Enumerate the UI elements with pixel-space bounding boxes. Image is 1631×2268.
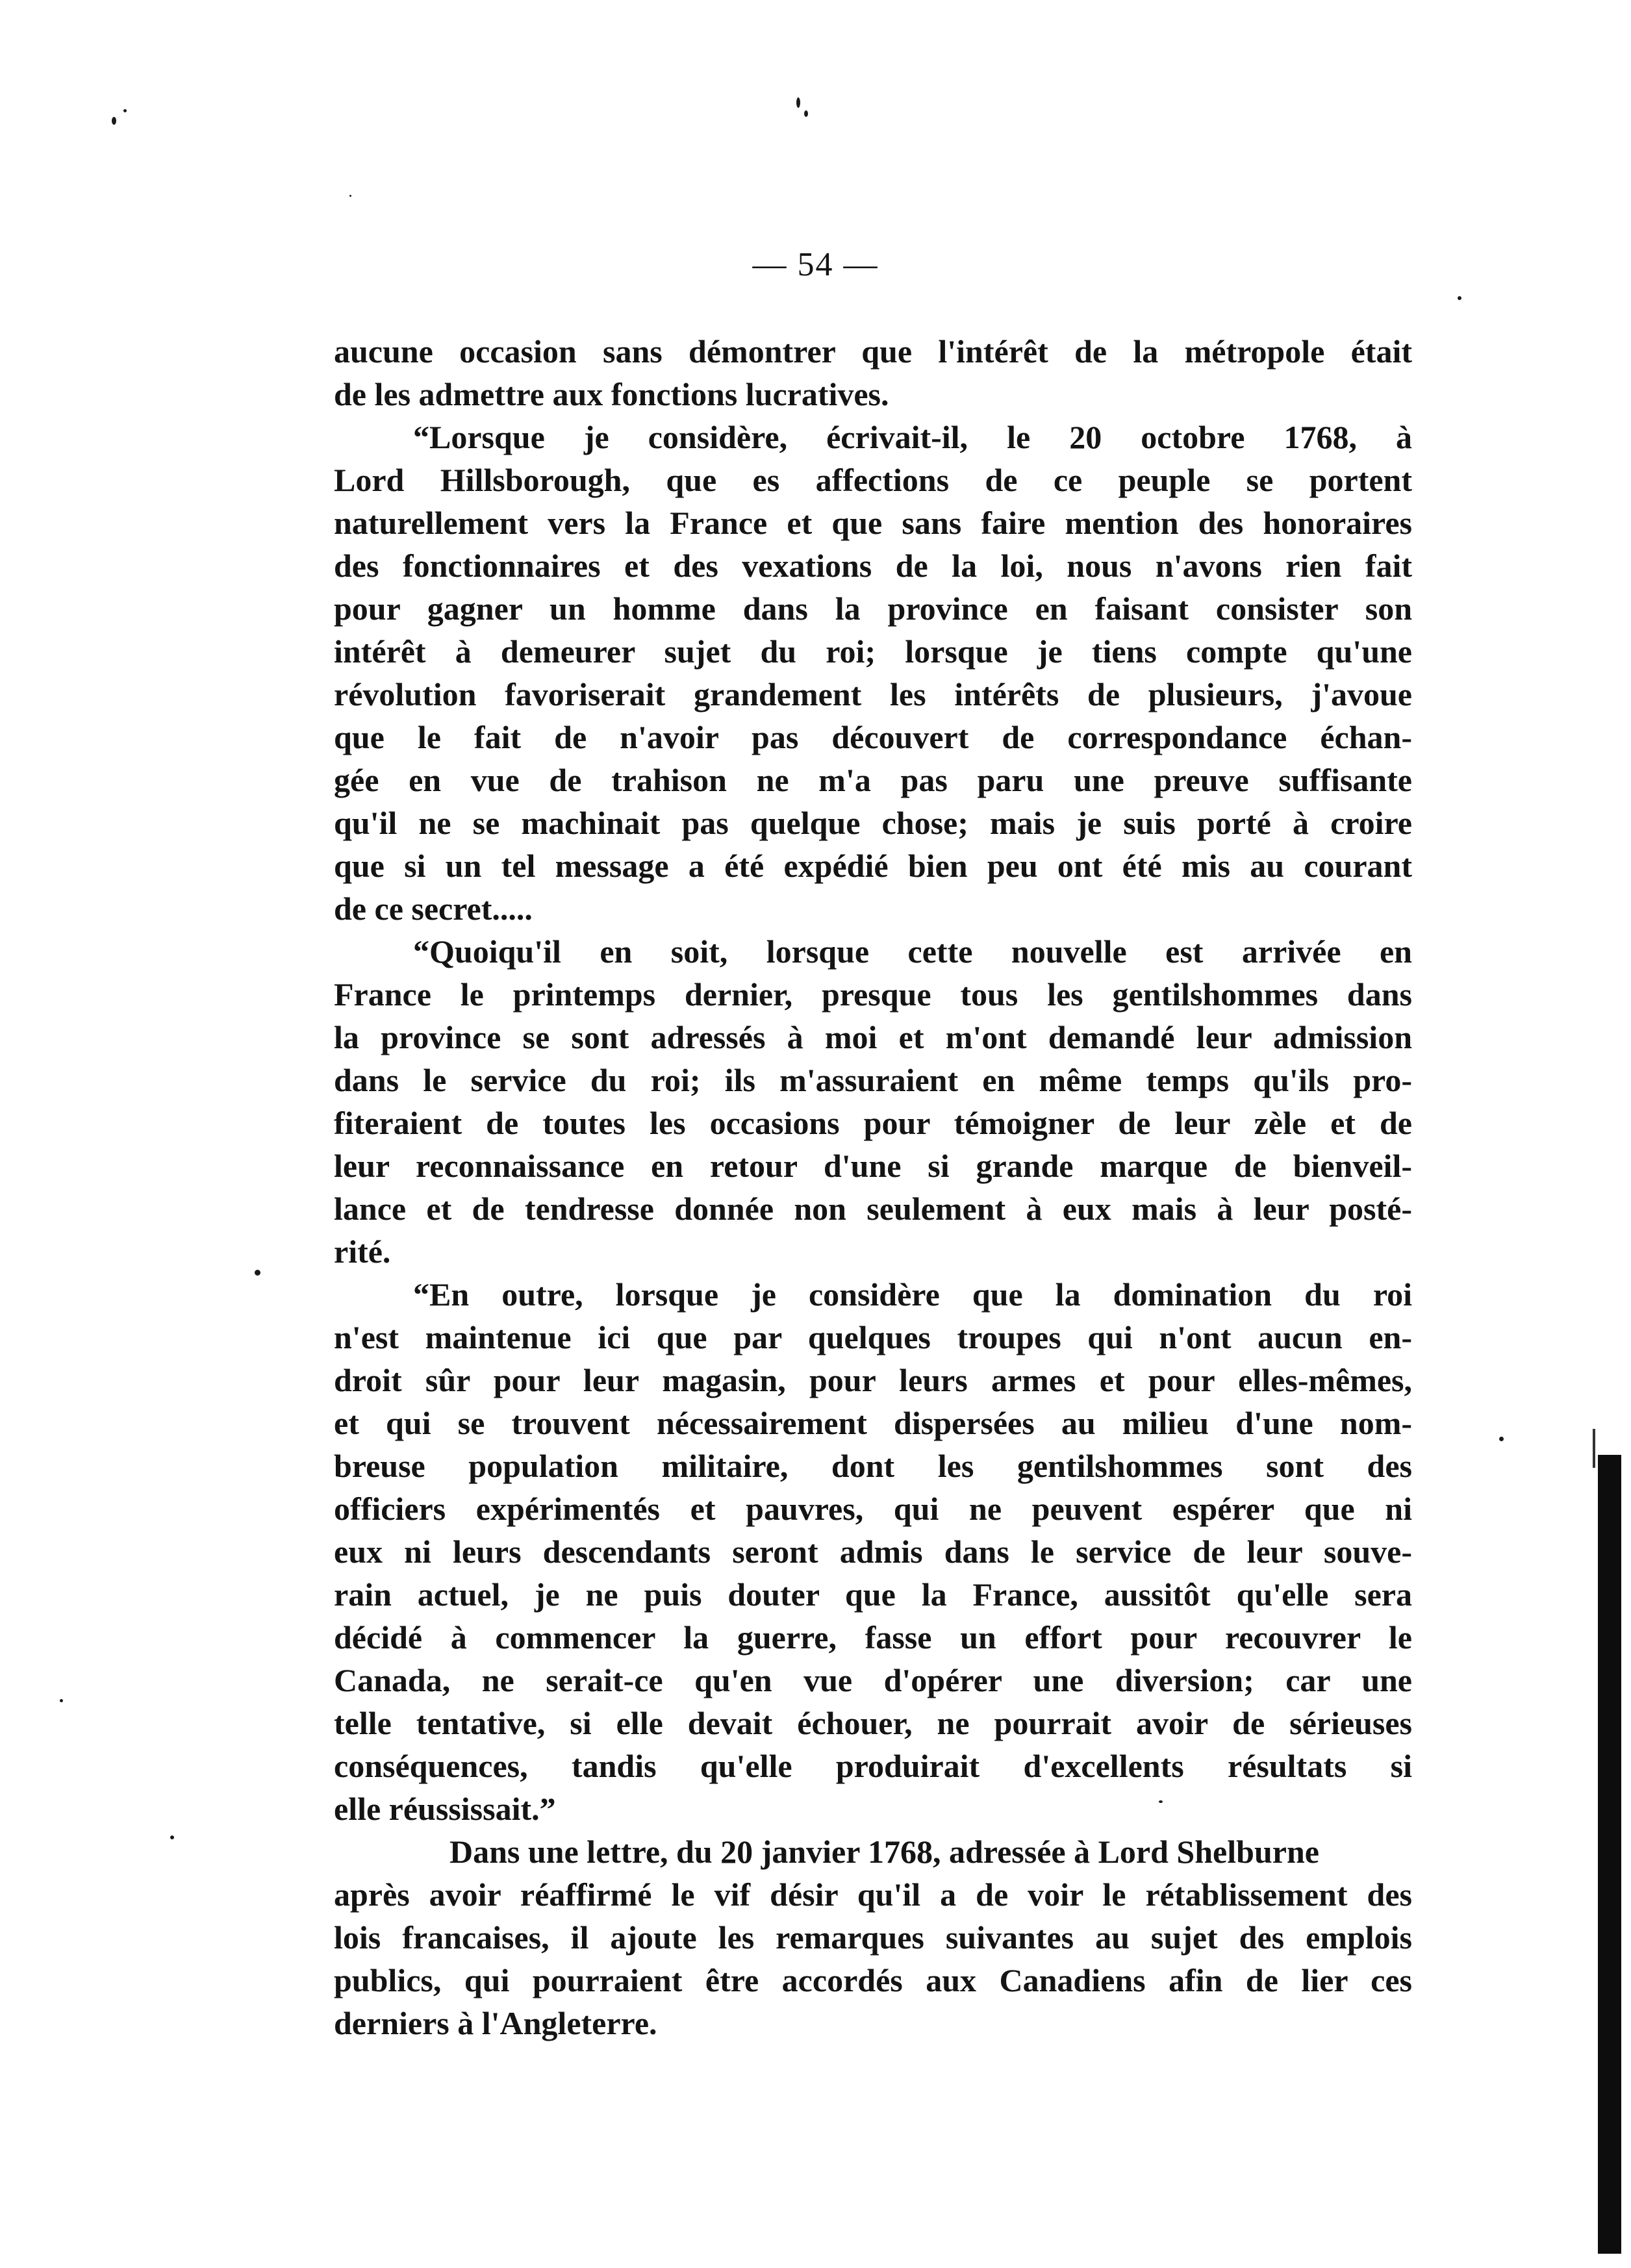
text-line: révolution favoriserait grandement les intérêts de plusieurs, j'avoue	[334, 676, 1412, 712]
text-line: décidé à commencer la guerre, fasse un effort pour recouvrer le	[334, 1619, 1412, 1656]
scan-speck	[1499, 1437, 1504, 1441]
text-line: fiteraient de toutes les occasions pour témoigner de leur zèle et de	[334, 1105, 1412, 1141]
text-line: officiers expérimentés et pauvres, qui ne peuvent espérer que ni	[334, 1491, 1412, 1527]
text-line: eux ni leurs descendants seront admis dans le service de leur souve-	[334, 1533, 1412, 1570]
text-line: après avoir réaffirmé le vif désir qu'il a de voir le rétablissement des	[334, 1876, 1412, 1913]
text-line: France le printemps dernier, presque tous les gentilshommes dans	[334, 976, 1412, 1013]
text-line: derniers à l'Angleterre.	[334, 2005, 657, 2041]
page-number: — 54 —	[752, 246, 879, 283]
text-line: “En outre, lorsque je considère que la domination du roi	[413, 1276, 1412, 1313]
text-line: rain actuel, je ne puis douter que la France, aussitôt qu'elle sera	[334, 1576, 1412, 1613]
text-line: n'est maintenue ici que par quelques troupes qui n'ont aucun en-	[334, 1319, 1412, 1355]
scan-speck	[1458, 296, 1461, 300]
text-line: breuse population militaire, dont les gentilshommes sont des	[334, 1448, 1412, 1484]
text-line: droit sûr pour leur magasin, pour leurs armes et pour elles-mêmes,	[334, 1362, 1412, 1398]
text-line: Lord Hillsborough, que es affections de ce peuple se portent	[334, 462, 1412, 498]
text-line: elle réussissait.”	[334, 1791, 556, 1827]
text-line: Canada, ne serait-ce qu'en vue d'opérer une diversion; car une	[334, 1662, 1412, 1698]
text-line: pour gagner un homme dans la province en faisant consister son	[334, 590, 1412, 627]
text-line: rité.	[334, 1233, 391, 1270]
text-line: lois francaises, il ajoute les remarques suivantes au sujet des emplois	[334, 1919, 1412, 1956]
text-line: intérêt à demeurer sujet du roi; lorsque je tiens compte qu'une	[334, 633, 1412, 670]
scan-speck	[60, 1699, 63, 1702]
scan-edge-shadow	[1598, 1455, 1621, 2254]
text-line: que le fait de n'avoir pas découvert de correspondance échan-	[334, 719, 1412, 755]
text-line: et qui se trouvent nécessairement dispersées au milieu d'une nom-	[334, 1405, 1412, 1441]
text-line: naturellement vers la France et que sans faire mention des honoraires	[334, 505, 1412, 541]
text-line: des fonctionnaires et des vexations de la loi, nous n'avons rien fait	[334, 548, 1412, 584]
text-line: Dans une lettre, du 20 janvier 1768, adressée à Lord Shelburne	[449, 1833, 1319, 1870]
text-line: de les admettre aux fonctions lucratives.	[334, 376, 889, 412]
text-line: aucune occasion sans démontrer que l'intérêt de la métropole était	[334, 333, 1412, 370]
text-line: “Quoiqu'il en soit, lorsque cette nouvelle est arrivée en	[413, 933, 1412, 970]
text-line: gée en vue de trahison ne m'a pas paru une preuve suffisante	[334, 762, 1412, 798]
text-line: conséquences, tandis qu'elle produirait d'excellents résultats si	[334, 1748, 1412, 1784]
scan-speck	[112, 117, 116, 125]
text-line: “Lorsque je considère, écrivait-il, le 20 octobre 1768, à	[413, 419, 1412, 455]
text-line: que si un tel message a été expédié bien peu ont été mis au courant	[334, 848, 1412, 884]
scan-speck	[796, 97, 800, 108]
scan-speck	[255, 1270, 260, 1276]
text-line: lance et de tendresse donnée non seulement à eux mais à leur posté-	[334, 1191, 1412, 1227]
text-line: de ce secret.....	[334, 890, 533, 927]
text-line: la province se sont adressés à moi et m'ont demandé leur admission	[334, 1019, 1412, 1055]
text-line: leur reconnaissance en retour d'une si grande marque de bienveil-	[334, 1148, 1412, 1184]
text-line: publics, qui pourraient être accordés aux Canadiens afin de lier ces	[334, 1962, 1412, 1998]
scan-speck	[170, 1835, 174, 1839]
scan-speck	[123, 109, 127, 112]
body-text	[334, 330, 1412, 2045]
scan-speck	[1159, 1800, 1163, 1803]
text-line: telle tentative, si elle devait échouer, ne pourrait avoir de sérieuses	[334, 1705, 1412, 1741]
scan-speck	[804, 110, 808, 117]
scan-edge-line	[1593, 1429, 1595, 1468]
scan-speck	[349, 195, 351, 197]
text-line: dans le service du roi; ils m'assuraient en même temps qu'ils pro-	[334, 1062, 1412, 1098]
text-line: qu'il ne se machinait pas quelque chose; mais je suis porté à croire	[334, 805, 1412, 841]
